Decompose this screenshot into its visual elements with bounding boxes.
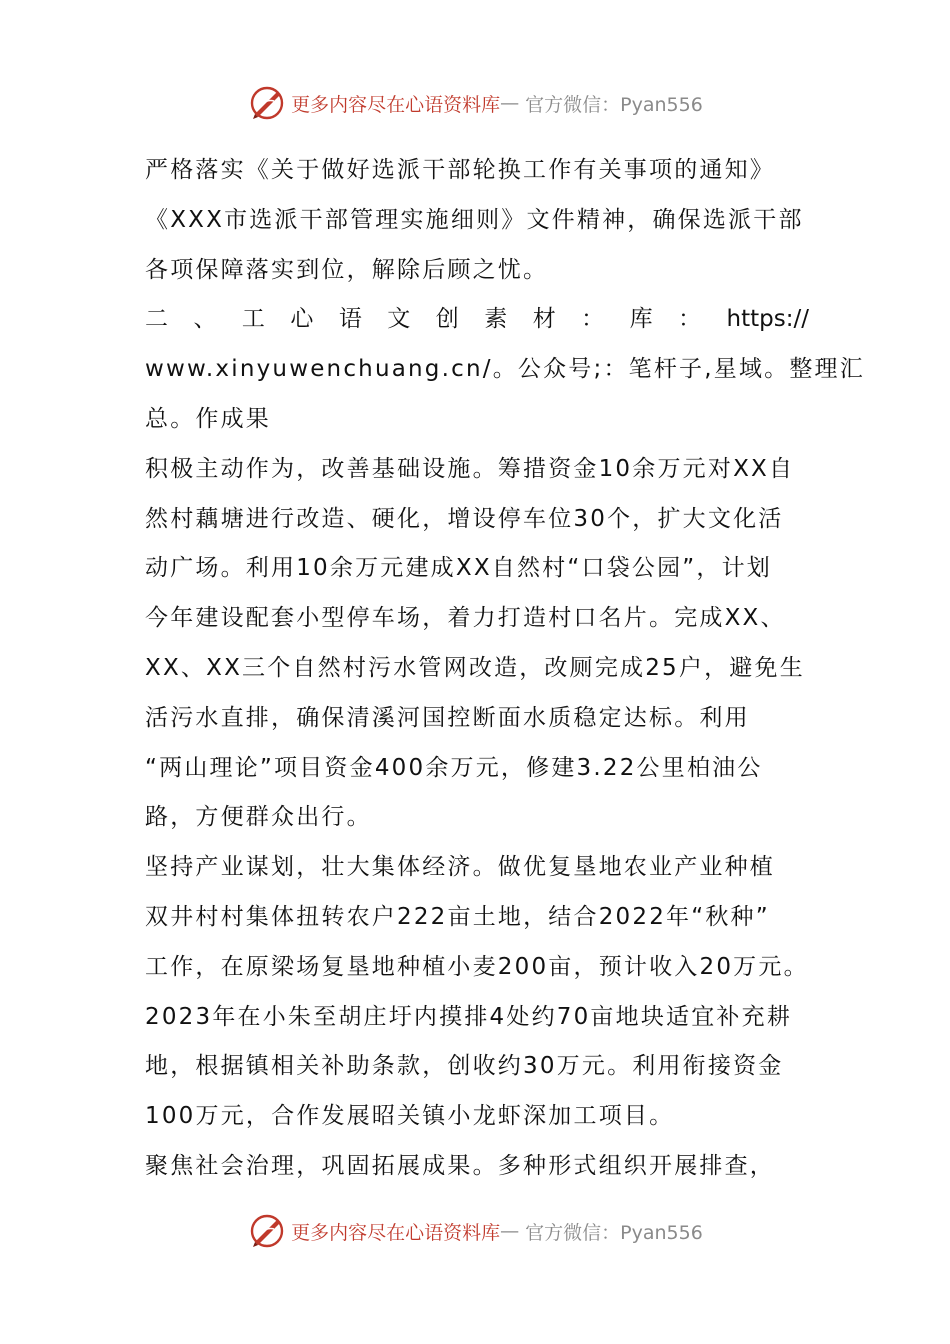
text-line: 严格落实《关于做好选派干部轮换工作有关事项的通知》 <box>145 157 775 183</box>
text-line: 二 、 工 心 语 文 创 素 材 ： 库 ： https:// <box>145 306 809 333</box>
watermark-banner-top <box>0 81 950 125</box>
document-body <box>145 146 865 1192</box>
text-line: “两山理论”项目资金400余万元，修建3.22公里柏油公 <box>145 754 763 781</box>
pen-logo-icon <box>247 1211 287 1251</box>
watermark-contact: 官方微信：Pyan556 <box>525 1221 703 1244</box>
text-line: 100万元，合作发展昭关镇小龙虾深加工项目。 <box>145 1103 675 1130</box>
watermark-banner-bottom <box>0 1209 950 1253</box>
text-line: 2023年在小朱至胡庄圩内摸排4处约70亩地块适宜补充耕 <box>145 1003 793 1030</box>
text-line: 地，根据镇相关补助条款，创收约30万元。利用衔接资金 <box>145 1053 784 1080</box>
text-line: 总。作成果 <box>145 405 271 432</box>
text-line: 活污水直排，确保清溪河国控断面水质稳定达标。利用 <box>145 704 750 731</box>
text-line: 双井村村集体扭转农户222亩土地，结合2022年“秋种” <box>145 903 770 930</box>
watermark-text: 更多内容尽在心语资料库 <box>291 93 501 116</box>
text-line: www.xinyuwenchuang.cn/。公众号;：笔杆子,星域。整理汇 <box>145 356 865 383</box>
watermark-text: 更多内容尽在心语资料库 <box>291 1221 501 1244</box>
watermark-separator: — <box>500 92 520 114</box>
text-line: 然村藕塘进行改造、硬化，增设停车位30个，扩大文化活 <box>145 505 784 532</box>
text-line: 工作，在原梁场复垦地种植小麦200亩，预计收入20万元。 <box>145 953 809 980</box>
watermark-contact: 官方微信：Pyan556 <box>525 93 703 116</box>
text-line: 各项保障落实到位，解除后顾之忧。 <box>145 256 549 283</box>
text-line: 聚焦社会治理，巩固拓展成果。多种形式组织开展排查， <box>145 1152 775 1179</box>
text-line: XX、XX三个自然村污水管网改造，改厕完成25户，避免生 <box>145 654 805 681</box>
pen-logo-icon <box>247 83 287 123</box>
text-line: 今年建设配套小型停车场，着力打造村口名片。完成XX、 <box>145 605 786 632</box>
text-line: 路，方便群众出行。 <box>145 804 372 831</box>
text-line: 积极主动作为，改善基础设施。筹措资金10余万元对XX自 <box>145 455 795 482</box>
text-line: 坚持产业谋划，壮大集体经济。做优复垦地农业产业种植 <box>145 854 775 881</box>
watermark-separator: — <box>500 1220 520 1242</box>
text-line: 《XXX市选派干部管理实施细则》文件精神，确保选派干部 <box>145 206 804 233</box>
text-line: 动广场。利用10余万元建成XX自然村“口袋公园”，计划 <box>145 555 773 582</box>
